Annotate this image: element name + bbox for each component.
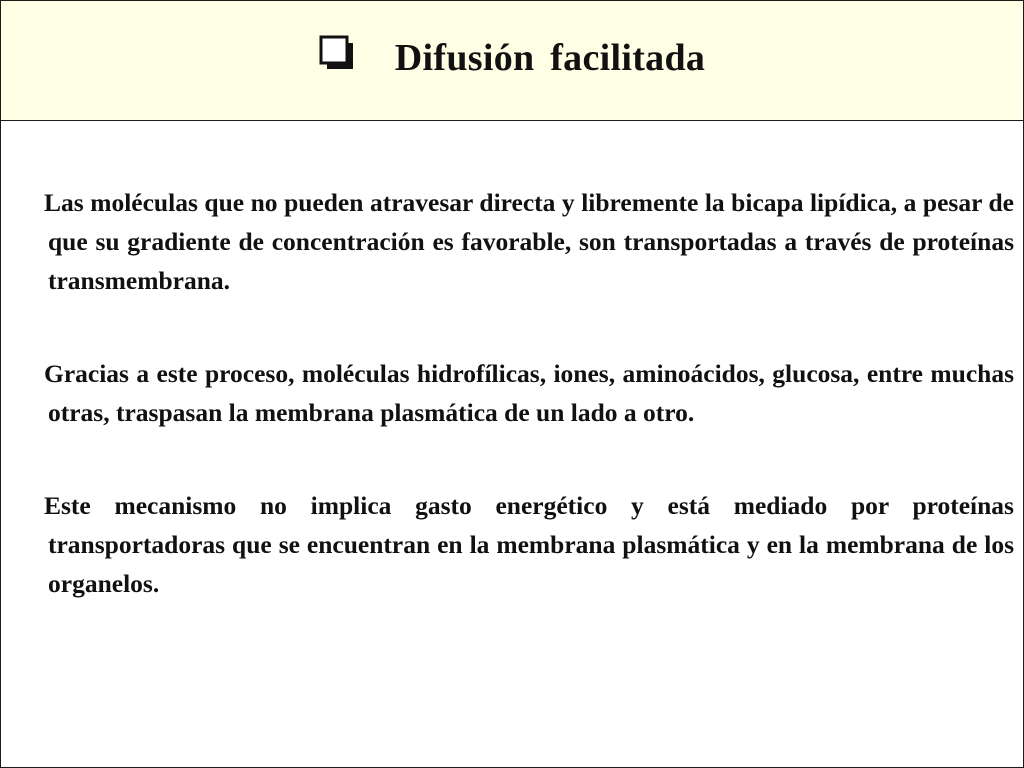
title-row bbox=[319, 36, 705, 80]
checkbox-icon bbox=[319, 35, 355, 71]
paragraph-mechanism: Este mecanismo no implica gasto energético y está mediado por proteínas transportadoras que se encuentran en la membrana plasmática y en la membrana de los organelos. bbox=[44, 491, 1014, 598]
paragraph-examples: Gracias a este proceso, moléculas hidrofílicas, iones, aminoácidos, glucosa, entre muchas otras, traspasan la membrana plasmática de un lado a otro. bbox=[44, 359, 1014, 427]
slide-title: Difusión facilitada bbox=[394, 36, 706, 79]
paragraph-intro: Las moléculas que no pueden atravesar directa y libremente la bicapa lipídica, a pesar de que su gradiente de concentración es favorable, son transportadas a través de proteínas transmembrana. bbox=[44, 188, 1014, 295]
slide-header bbox=[1, 1, 1023, 121]
slide-body bbox=[44, 183, 1014, 657]
